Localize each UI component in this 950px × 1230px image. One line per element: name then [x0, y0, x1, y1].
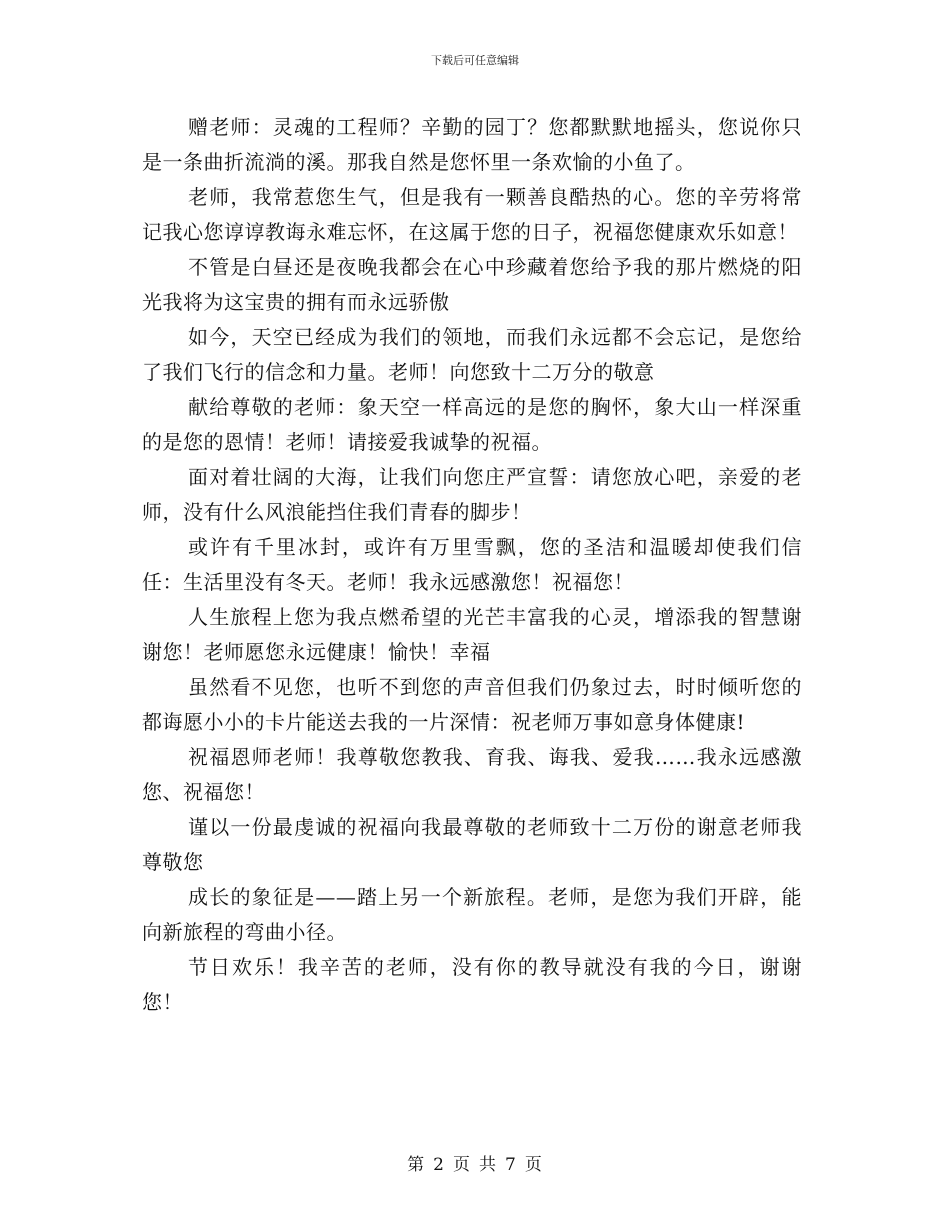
paragraph-5: 献给尊敬的老师：象天空一样高远的是您的胸怀，象大山一样深重的是您的恩情！老师！请接爱我诚挚的祝福。 [142, 395, 802, 454]
paragraph-9: 虽然看不见您，也听不到您的声音但我们仍象过去，时时倾听您的都诲愿小小的卡片能送去我的一片深情：祝老师万事如意身体健康! [142, 675, 802, 734]
paragraph-11: 谨以一份最虔诚的祝福向我最尊敬的老师致十二万份的谢意老师我尊敬您 [142, 815, 802, 874]
paragraph-1: 赠老师：灵魂的工程师？辛勤的园丁？您都默默地摇头，您说你只是一条曲折流淌的溪。那我自然是您怀里一条欢愉的小鱼了。 [142, 115, 802, 174]
paragraph-2: 老师，我常惹您生气，但是我有一颗善良酷热的心。您的辛劳将常记我心您谆谆教诲永难忘怀，在这属于您的日子，祝福您健康欢乐如意！ [142, 185, 802, 244]
document-body [142, 110, 802, 1020]
footer-total-prefix: 共 [479, 1155, 497, 1175]
paragraph-4: 如今，天空已经成为我们的领地，而我们永远都不会忘记，是您给了我们飞行的信念和力量。老师！向您致十二万分的敬意 [142, 325, 802, 384]
page-footer [0, 1150, 950, 1175]
footer-prefix: 第 [407, 1155, 426, 1175]
paragraph-6: 面对着壮阔的大海，让我们向您庄严宣誓：请您放心吧，亲爱的老师，没有什么风浪能挡住我们青春的脚步！ [142, 465, 802, 524]
footer-total-unit: 页 [524, 1155, 543, 1175]
page-header: 下载后可任意编辑 [431, 54, 519, 67]
paragraph-13: 节日欢乐！我辛苦的老师，没有你的教导就没有我的今日，谢谢您！ [142, 955, 802, 1014]
footer-page-unit: 页 [453, 1155, 471, 1175]
current-page-number: 2 [433, 1155, 445, 1175]
total-page-number: 7 [505, 1155, 517, 1175]
paragraph-7: 或许有千里冰封，或许有万里雪飘，您的圣洁和温暖却使我们信任：生活里没有冬天。老师！我永远感激您！祝福您！ [142, 535, 802, 594]
paragraph-3: 不管是白昼还是夜晚我都会在心中珍藏着您给予我的那片燃烧的阳光我将为这宝贵的拥有而永远骄傲 [142, 255, 802, 314]
paragraph-10: 祝福恩师老师！我尊敬您教我、育我、诲我、爱我……我永远感激您、祝福您！ [142, 745, 802, 804]
paragraph-8: 人生旅程上您为我点燃希望的光芒丰富我的心灵，增添我的智慧谢谢您！老师愿您永远健康！愉快！幸福 [142, 605, 802, 664]
paragraph-12: 成长的象征是——踏上另一个新旅程。老师，是您为我们开辟，能向新旅程的弯曲小径。 [142, 885, 802, 944]
